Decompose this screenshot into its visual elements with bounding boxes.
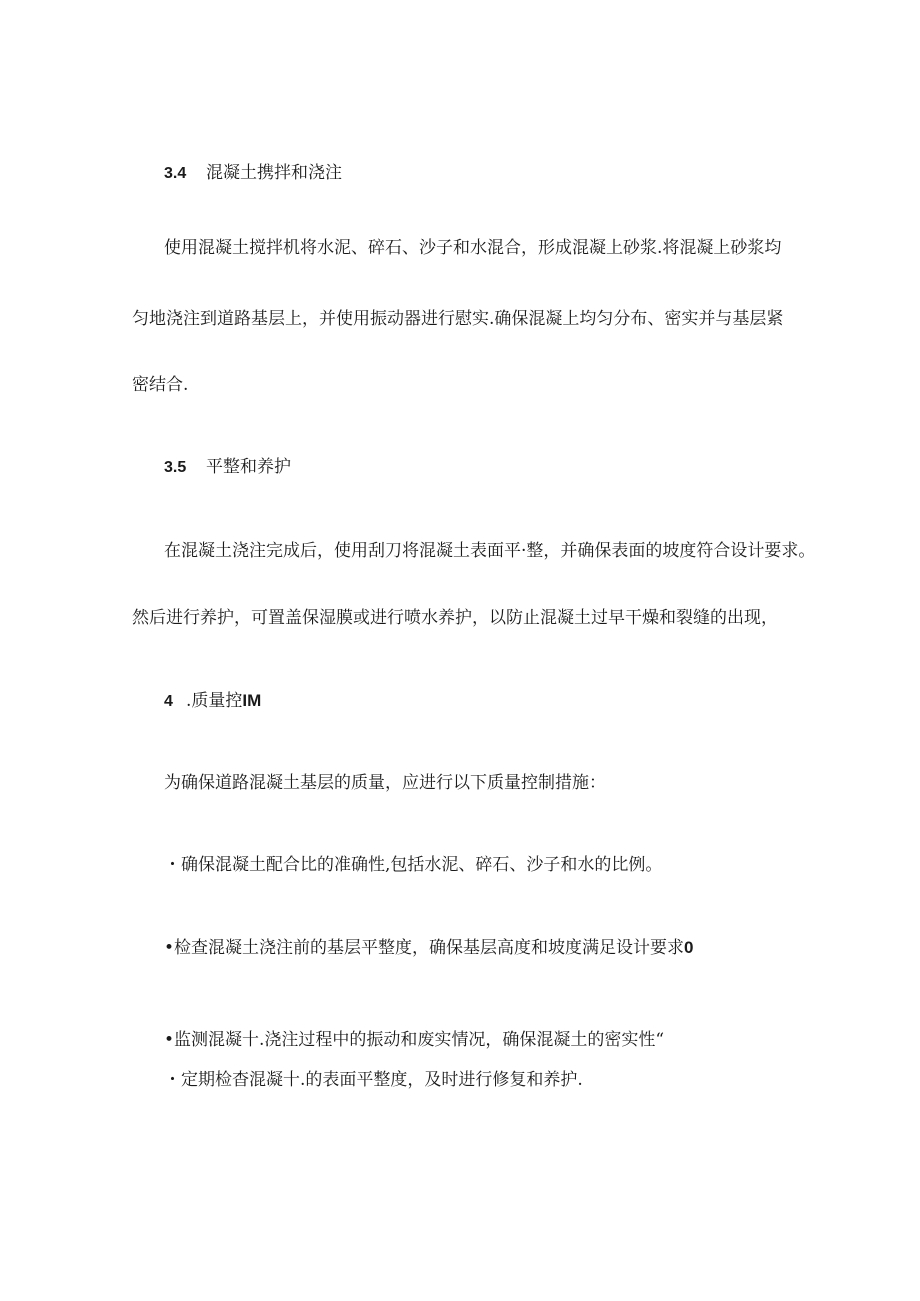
- section-title: 平整和养护: [206, 457, 291, 477]
- paragraph-line: 密结合.: [132, 375, 189, 395]
- bullet-item: ・确保混凝土配合比的准确性,包括水泥、碎石、沙子和水的比例。: [164, 855, 663, 875]
- intro-text: 为确保道路混凝土基层的质量，应进行以下质量控制措施：: [164, 773, 606, 793]
- section-title-suffix: IM: [242, 691, 262, 710]
- paragraph-line: 在混凝土浇注完成后，使用刮刀将混凝土表面平·整，并确保表面的坡度符合设计要求。: [164, 541, 816, 561]
- paragraph-line: 使用混凝土搅拌机将水泥、碎石、沙子和水混合，形成混凝上砂浆.将混凝上砂浆均: [164, 238, 782, 258]
- bullet-item: [164, 937, 694, 959]
- paragraph-line: 然后进行养护，可置盖保湿膜或进行喷水养护，以防止混凝土过早干燥和裂缝的出现，: [132, 608, 778, 628]
- section-number: 3.4: [164, 165, 187, 182]
- section-number: 3.5: [164, 459, 187, 476]
- section-4-heading: [164, 690, 261, 713]
- section-3-4-heading: [164, 162, 342, 185]
- bullet-item: ・定期检杳混凝十.的表面平整度，及时进行修复和养护.: [164, 1070, 583, 1090]
- paragraph-line: 匀地浇注到道路基层上，并使用振动器进行慰实.确保混凝上均匀分布、密实并与基层紧: [132, 309, 784, 329]
- bullet-item: •监测混凝十.浇注过程中的振动和废实情况，确保混凝土的密实性“: [164, 1030, 665, 1050]
- section-title-prefix: .质量控: [186, 691, 243, 711]
- bullet-text: •检查混凝土浇注前的基层平整度，确保基层高度和坡度满足设计要求: [164, 938, 685, 958]
- bullet-tail: 0: [684, 938, 694, 957]
- section-title: 混凝土携拌和浇注: [206, 163, 342, 183]
- section-number: 4: [164, 693, 173, 710]
- section-3-5-heading: [164, 456, 291, 479]
